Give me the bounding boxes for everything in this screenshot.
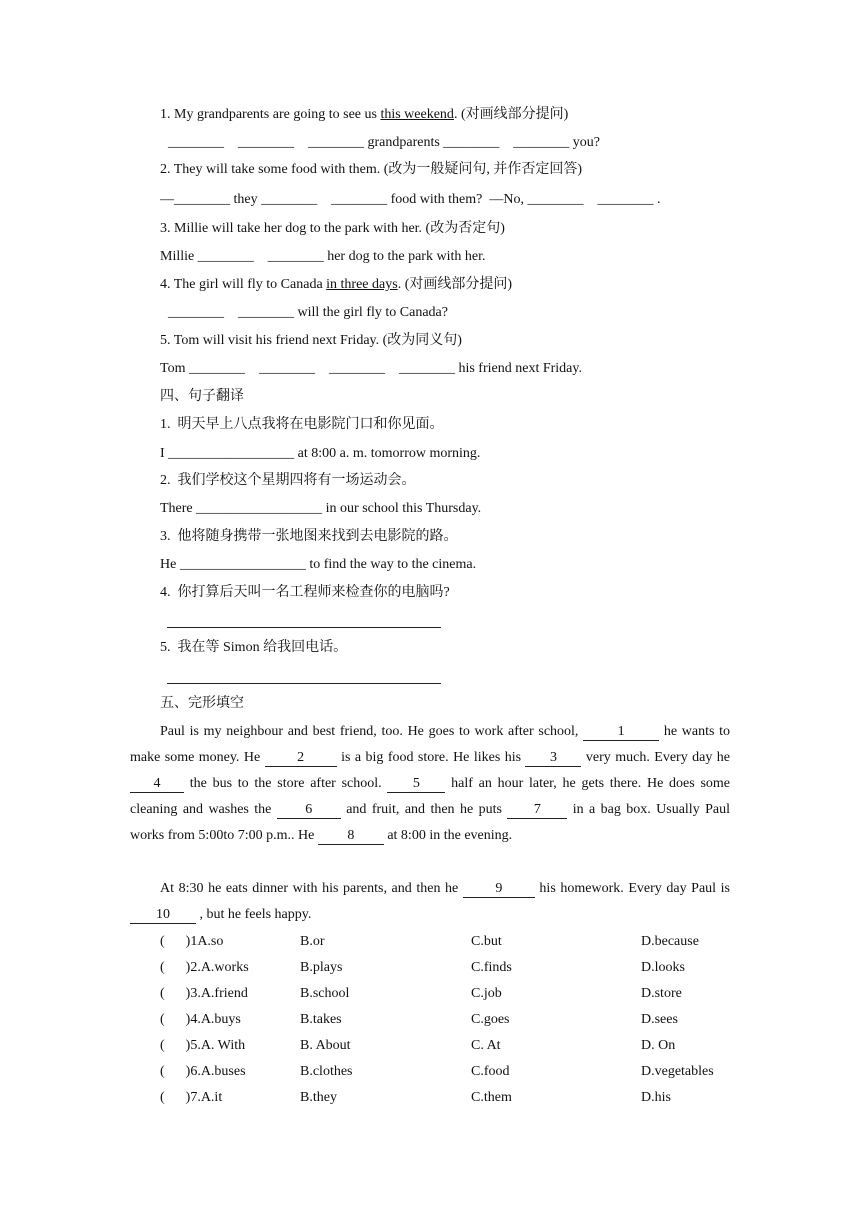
option-1-b[interactable]: B.or [300, 934, 325, 949]
sec3-q1-underlined: this weekend [380, 107, 454, 122]
option-4-question: ( )4.A.buys [160, 1012, 241, 1027]
sec4-q5: 5. 我在等 Simon 给我回电话。 [160, 640, 348, 655]
cloze-blank-4[interactable]: 4 [130, 776, 184, 793]
sec4-q1-answer: I __________________ at 8:00 a. m. tomorrow morning. [160, 446, 481, 461]
cloze-blank-8[interactable]: 8 [318, 828, 384, 845]
sec4-q5-answer-line [167, 683, 441, 684]
option-3-d[interactable]: D.store [641, 986, 682, 1001]
option-5-b[interactable]: B. About [300, 1038, 351, 1053]
option-6-question: ( )6.A.buses [160, 1064, 246, 1079]
option-3-c[interactable]: C.job [471, 986, 502, 1001]
sec4-q2-answer: There __________________ in our school this Thursday. [160, 501, 482, 516]
option-5-c[interactable]: C. At [471, 1038, 501, 1053]
sec3-q4-underlined: in three days [326, 277, 398, 292]
sec3-q1-instruction: . (对画线部分提问) [453, 107, 569, 122]
option-4-b[interactable]: B.takes [300, 1012, 342, 1027]
sec3-q1 [160, 105, 568, 125]
sec3-q3: 3. Millie will take her dog to the park with her. (改为否定句) [160, 221, 505, 236]
cloze-blank-5[interactable]: 5 [387, 776, 445, 793]
cloze-paragraph-1: Paul is my neighbour and best friend, too. He goes to work after school, 1 he wants to make some money. He 2 is a big food store. He likes his 3 very much. Every day he 4 the bus to the store after school. 5 half an hour later, he gets there. He does some cleaning and washes the 6 and fruit, and then he puts 7 in a bag box. Usually Paul works from 5:00to 7:00 p.m.. He 8 at 8:00 in the evening. [130, 724, 731, 843]
option-4-c[interactable]: C.goes [471, 1012, 510, 1027]
sec4-q2: 2. 我们学校这个星期四将有一场运动会。 [160, 473, 416, 488]
option-1-d[interactable]: D.because [641, 934, 699, 949]
option-7-c[interactable]: C.them [471, 1090, 512, 1105]
option-3-b[interactable]: B.school [300, 986, 350, 1001]
sec3-q2: 2. They will take some food with them. (改为一般疑问句, 并作否定回答) [160, 162, 583, 177]
option-2-question: ( )2.A.works [160, 960, 249, 975]
cloze-paragraph-2: At 8:30 he eats dinner with his parents, and then he 9 his homework. Every day Paul is 10 , but he feels happy. [130, 876, 730, 928]
cloze-blank-7[interactable]: 7 [507, 802, 567, 819]
option-2-c[interactable]: C.finds [471, 960, 512, 975]
cloze-blank-9[interactable]: 9 [463, 881, 535, 898]
cloze-blank-10[interactable]: 10 [130, 907, 196, 924]
cloze-blank-1[interactable]: 1 [583, 724, 659, 741]
sec3-q5-answer: Tom ________ ________ ________ ________ his friend next Friday. [160, 361, 582, 376]
option-6-c[interactable]: C.food [471, 1064, 510, 1079]
option-5-d[interactable]: D. On [641, 1038, 676, 1053]
option-5-question: ( )5.A. With [160, 1038, 246, 1053]
option-6-d[interactable]: D.vegetables [641, 1064, 714, 1079]
sec4-q4-answer-line [167, 627, 441, 628]
sec4-q4: 4. 你打算后天叫一名工程师来检查你的电脑吗? [160, 585, 450, 600]
sec3-q3-answer: Millie ________ ________ her dog to the park with her. [160, 249, 486, 264]
sec4-q3-answer: He __________________ to find the way to the cinema. [160, 557, 477, 572]
sec3-q4-text: 4. The girl will fly to Canada [160, 277, 327, 292]
sec3-q4 [160, 275, 512, 295]
sec5-title: 五、完形填空 [160, 696, 244, 711]
sec3-q5: 5. Tom will visit his friend next Friday. (改为同义句) [160, 333, 462, 348]
cloze-blank-3[interactable]: 3 [525, 750, 581, 767]
option-1-question: ( )1A.so [160, 934, 224, 949]
sec3-q1-answer: ________ ________ ________ grandparents ________ ________ you? [168, 135, 601, 150]
option-7-question: ( )7.A.it [160, 1090, 223, 1105]
option-6-b[interactable]: B.clothes [300, 1064, 353, 1079]
option-4-d[interactable]: D.sees [641, 1012, 678, 1027]
sec3-q4-instruction: . (对画线部分提问) [397, 277, 513, 292]
option-2-b[interactable]: B.plays [300, 960, 343, 975]
option-7-d[interactable]: D.his [641, 1090, 671, 1105]
option-1-c[interactable]: C.but [471, 934, 502, 949]
cloze-blank-2[interactable]: 2 [265, 750, 337, 767]
option-7-b[interactable]: B.they [300, 1090, 337, 1105]
sec4-q3: 3. 他将随身携带一张地图来找到去电影院的路。 [160, 529, 458, 544]
sec3-q1-text: 1. My grandparents are going to see us [160, 107, 381, 122]
sec3-q2-answer: —________ they ________ ________ food with them? —No, ________ ________ . [160, 192, 661, 207]
option-2-d[interactable]: D.looks [641, 960, 685, 975]
sec4-title: 四、句子翻译 [160, 389, 244, 404]
sec4-q1: 1. 明天早上八点我将在电影院门口和你见面。 [160, 417, 444, 432]
sec3-q4-answer: ________ ________ will the girl fly to Canada? [168, 305, 448, 320]
cloze-blank-6[interactable]: 6 [277, 802, 341, 819]
option-3-question: ( )3.A.friend [160, 986, 248, 1001]
